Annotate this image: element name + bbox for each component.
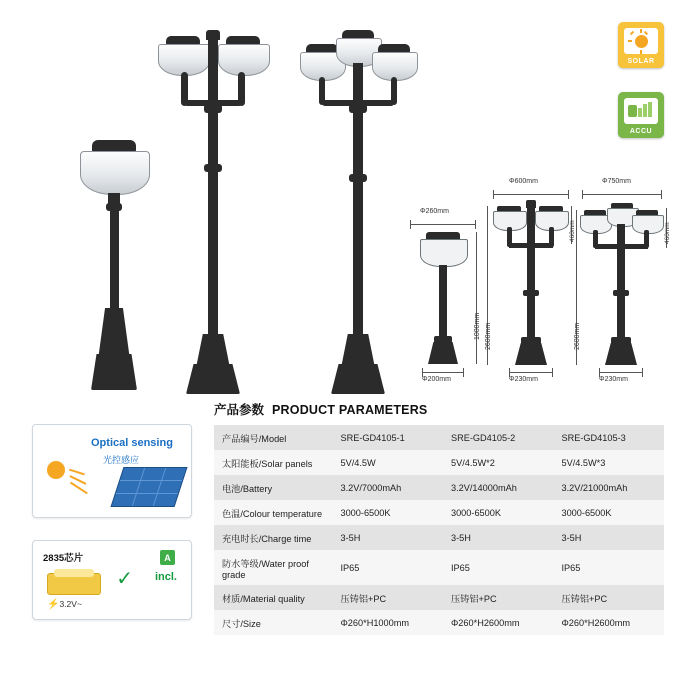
row-label: 尺寸/Size: [222, 618, 261, 629]
table-row: [214, 525, 664, 550]
dim-bottom-label-2: Φ230mm: [509, 376, 538, 383]
table-row: [214, 425, 664, 450]
row-label: 电池/Battery: [222, 483, 273, 494]
product-parameters-section: [214, 400, 664, 635]
row-value-1: SRE-GD4105-1: [340, 432, 405, 443]
table-row: [214, 450, 664, 475]
row-value-2: 5V/4.5W*2: [450, 457, 495, 468]
dim-bottom-label-1: Φ200mm: [422, 376, 451, 383]
row-value-2: Φ260*H2600mm: [450, 617, 520, 628]
optical-sensing-card: [32, 424, 192, 518]
parameters-table: [214, 425, 664, 635]
dim-bottom-label-3: Φ230mm: [599, 376, 628, 383]
row-label: 太阳能板/Solar panels: [222, 458, 313, 469]
row-value-3: 3000-6500K: [561, 507, 612, 518]
table-row: [214, 475, 664, 500]
table-row: [214, 610, 664, 635]
row-value-3: Φ260*H2600mm: [561, 617, 631, 628]
row-value-2: 压铸铝+PC: [450, 593, 497, 604]
row-label: 充电时长/Charge time: [222, 533, 312, 544]
chip-title: 2835芯片: [43, 553, 84, 564]
row-label: 产品编号/Model: [222, 433, 287, 444]
row-value-2: 3-5H: [450, 532, 471, 543]
dimension-drawing-double: [487, 180, 579, 390]
badge-solar: [618, 22, 664, 68]
optical-title-en: Optical sensing: [91, 437, 173, 449]
dim-top-label-1: Φ260mm: [420, 208, 449, 215]
led-chip-icon: [47, 573, 101, 595]
row-label: 色温/Colour temperature: [222, 508, 323, 519]
voltage-label: [47, 599, 82, 610]
row-value-3: SRE-GD4105-3: [561, 432, 626, 443]
row-label: 防水等级/Water proof grade: [222, 558, 309, 580]
row-value-3: 5V/4.5W*3: [561, 457, 606, 468]
incl-label: incl.: [154, 571, 177, 583]
row-value-3: 压铸铝+PC: [561, 593, 608, 604]
optical-title-cn: 光控感应: [103, 455, 140, 465]
row-value-3: 3.2V/21000mAh: [561, 482, 628, 493]
row-value-1: 5V/4.5W: [340, 457, 376, 468]
table-row: [214, 550, 664, 585]
row-value-2: 3.2V/14000mAh: [450, 482, 517, 493]
sun-icon: [624, 28, 658, 54]
row-value-3: 3-5H: [561, 532, 582, 543]
row-value-1: 3000-6500K: [340, 507, 391, 518]
row-value-2: 3000-6500K: [450, 507, 502, 518]
badge-accu-label: ACCU: [618, 126, 664, 138]
row-value-1: IP65: [340, 562, 360, 573]
badge-solar-label: SOLAR: [618, 56, 664, 68]
row-value-1: 3-5H: [340, 532, 361, 543]
dim-top-label-3: Φ750mm: [602, 178, 631, 185]
dimension-drawing-single: [404, 210, 486, 390]
row-value-1: 3.2V/7000mAh: [340, 482, 402, 493]
dim-height-label-3: 2600mm: [574, 322, 581, 350]
row-label: 材质/Material quality: [222, 593, 305, 604]
product-photo-triple-arm-lamp: [300, 14, 420, 394]
row-value-1: Φ260*H1000mm: [340, 617, 410, 628]
dim-height-label-2: 2600mm: [485, 322, 492, 350]
product-photo-double-arm-lamp: [148, 14, 278, 394]
row-value-2: IP65: [450, 562, 470, 573]
params-title-cn: 产品参数: [214, 403, 265, 417]
dimension-drawing-triple: [574, 178, 674, 390]
dim-top-label-2: Φ600mm: [509, 178, 538, 185]
params-title: [214, 400, 664, 418]
dim-arm-label-3: 460mm: [664, 222, 671, 244]
badge-accu: [618, 92, 664, 138]
table-row: [214, 585, 664, 610]
row-value-3: IP65: [561, 562, 581, 573]
check-icon: ✓: [116, 568, 133, 590]
grade-badge: A: [160, 550, 175, 565]
chip-card: [32, 540, 192, 620]
sun-icon: [47, 461, 65, 479]
row-value-2: SRE-GD4105-2: [450, 432, 516, 443]
solar-panel-icon: [111, 467, 188, 507]
table-row: [214, 500, 664, 525]
dim-height-label-1: 1000mm: [474, 312, 481, 340]
bolt-icon: ⚡: [47, 599, 60, 610]
battery-leaf-icon: [624, 98, 658, 124]
row-value-1: 压铸铝+PC: [340, 593, 387, 604]
dim-arm-label-2: 460mm: [569, 220, 576, 242]
voltage-value: 3.2V~: [59, 599, 82, 609]
params-title-en: PRODUCT PARAMETERS: [272, 403, 428, 417]
